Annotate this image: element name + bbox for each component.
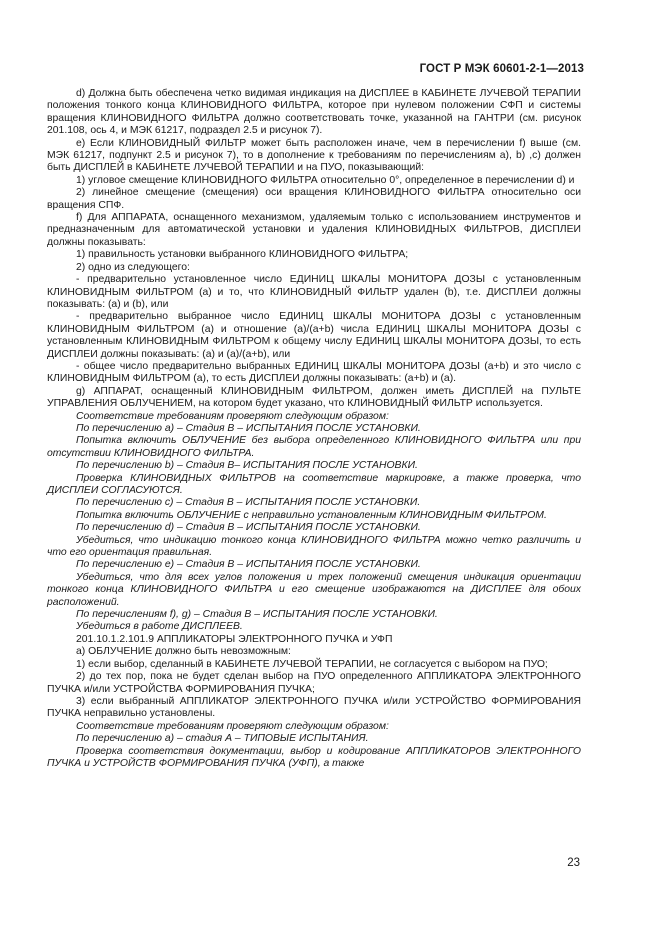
- document-header: ГОСТ Р МЭК 60601-2-1—2013: [419, 63, 584, 75]
- italic-paragraph: По перечислению а) – стадия А – ТИПОВЫЕ ИСПЫТАНИЯ.: [76, 733, 369, 745]
- italic-paragraph: По перечислению b) – Стадия В– ИСПЫТАНИЯ ПОСЛЕ УСТАНОВКИ.: [76, 460, 418, 472]
- italic-paragraph: Убедиться, что индикацию тонкого конца КЛИНОВИДНОГО ФИЛЬТРА можно четко различить и что его ориентация правильная.: [47, 534, 581, 559]
- paragraph: 1) если выбор, сделанный в КАБИНЕТЕ ЛУЧЕВОЙ ТЕРАПИИ, не согласуется с выбором на ПУО;: [76, 658, 548, 670]
- italic-paragraph: По перечислениям f), g) – Стадия В – ИСПЫТАНИЯ ПОСЛЕ УСТАНОВКИ.: [76, 609, 438, 621]
- paragraph: 1) правильность установки выбранного КЛИНОВИДНОГО ФИЛЬТРА;: [76, 249, 409, 261]
- italic-paragraph: По перечислению е) – Стадия В – ИСПЫТАНИЯ ПОСЛЕ УСТАНОВКИ.: [76, 559, 421, 571]
- italic-paragraph: Попытка включить ОБЛУЧЕНИЕ без выбора определенного КЛИНОВИДНОГО ФИЛЬТРА или при отсутствии КЛИНОВИДНОГО ФИЛЬТРА.: [47, 435, 581, 459]
- italic-paragraph: Убедиться в работе ДИСПЛЕЕВ.: [76, 621, 243, 633]
- italic-paragraph: По перечислению с) – Стадия В – ИСПЫТАНИЯ ПОСЛЕ УСТАНОВКИ.: [76, 497, 421, 509]
- paragraph: 1) угловое смещение КЛИНОВИДНОГО ФИЛЬТРА относительно 0°, определенное в перечислении d) и: [76, 174, 575, 186]
- paragraph: 3) если выбранный АППЛИКАТОР ЭЛЕКТРОННОГО ПУЧКА и/или УСТРОЙСТВО ФОРМИРОВАНИЯ ПУЧКА неправильно установлены.: [47, 695, 581, 720]
- italic-paragraph: Соответствие требованиям проверяют следующим образом:: [76, 410, 389, 422]
- paragraph: f) Для АППАРАТА, оснащенного механизмом, удаляемым только с использованием инструментов и предназначенным для автоматической установки и удаления КЛИНОВИДНЫХ ФИЛЬТРОВ, ДИСПЛЕИ должны показывать:: [47, 212, 581, 248]
- italic-paragraph: Попытка включить ОБЛУЧЕНИЕ с неправильно установленным КЛИНОВИДНЫМ ФИЛЬТРОМ.: [76, 509, 547, 521]
- italic-paragraph: Проверка соответствия документации, выбор и кодирование АППЛИКАТОРОВ ЭЛЕКТРОННОГО ПУЧКА и УСТРОЙСТВ ФОРМИРОВАНИЯ ПУЧКА (УФП), а также: [47, 745, 581, 769]
- italic-paragraph: По перечислению d) – Стадия В – ИСПЫТАНИЯ ПОСЛЕ УСТАНОВКИ.: [76, 522, 421, 534]
- paragraph: - общее число предварительно выбранных ЕДИНИЦ ШКАЛЫ МОНИТОРА ДОЗЫ (а+b) и это число с КЛИНОВИДНЫМ ФИЛЬТРОМ (а), то есть ДИСПЛЕИ должны показывать: (а+b) и (а).: [47, 360, 581, 385]
- paragraph: g) АППАРАТ, оснащенный КЛИНОВИДНЫМ ФИЛЬТРОМ, должен иметь ДИСПЛЕЙ на ПУЛЬТЕ УПРАВЛЕНИЯ ОБЛУЧЕНИЕМ, на котором будет указано, что КЛИНОВИДНЫЙ ФИЛЬТР используется.: [47, 385, 581, 410]
- paragraph: - предварительно выбранное число ЕДИНИЦ ШКАЛЫ МОНИТОРА ДОЗЫ с установленным КЛИНОВИДНЫМ ФИЛЬТРОМ (а) и отношение (а)/(а+b) числа ЕДИНИЦ ШКАЛЫ МОНИТОРА ДОЗЫ с установленным КЛИНОВИДНЫМ ФИЛЬТРОМ к общему числу ЕДИНИЦ ШКАЛЫ МОНИТОРА ДОЗЫ, то есть ДИСПЛЕИ должны показывать: (а) и (а)/(а+b), или: [47, 311, 581, 360]
- paragraph: 201.10.1.2.101.9 АППЛИКАТОРЫ ЭЛЕКТРОННОГО ПУЧКА и УФП: [76, 633, 393, 645]
- paragraph: - предварительно установленное число ЕДИНИЦ ШКАЛЫ МОНИТОРА ДОЗЫ с установленным КЛИНОВИДНЫМ ФИЛЬТРОМ (а) и то, что КЛИНОВИДНЫЙ ФИЛЬТР удален (b), т.е. ДИСПЛЕИ должны показывать: (а) и (b), или: [47, 274, 581, 310]
- paragraph: 2) линейное смещение (смещения) оси вращения КЛИНОВИДНОГО ФИЛЬТРА относительно оси вращения СПФ.: [47, 187, 581, 211]
- paragraph: 2) до тех пор, пока не будет сделан выбор на ПУО определенного АППЛИКАТОРА ЭЛЕКТРОННОГО ПУЧКА и/или УСТРОЙСТВА ФОРМИРОВАНИЯ ПУЧКА;: [47, 671, 581, 695]
- paragraph: а) ОБЛУЧЕНИЕ должно быть невозможным:: [76, 646, 291, 658]
- paragraph: d) Должна быть обеспечена четко видимая индикация на ДИСПЛЕЕ в КАБИНЕТЕ ЛУЧЕВОЙ ТЕРАПИИ положения тонкого конца КЛИНОВИДНОГО ФИЛЬТРА, которое при нулевом положении СФП и системы вращения КЛИНОВИДНОГО ФИЛЬТРА должно соответствовать точке, указанной на ГАНТРИ (см. рисунок 201.108, ось 4, и МЭК 61217, подраздел 2.5 и рисунок 7).: [47, 88, 581, 137]
- paragraph: e) Если КЛИНОВИДНЫЙ ФИЛЬТР может быть расположен иначе, чем в перечислении f) выше (см. МЭК 61217, подпункт 2.5 и рисунок 7), то в дополнение к требованиям по перечислениям а), b) ,c) должен быть ДИСПЛЕЙ в КАБИНЕТЕ ЛУЧЕВОЙ ТЕРАПИИ и на ПУО, показывающий:: [47, 137, 581, 174]
- document-body: [47, 88, 581, 770]
- italic-paragraph: Соответствие требованиям проверяют следующим образом:: [76, 720, 389, 732]
- italic-paragraph: Убедиться, что для всех углов положения и трех положений смещения индикация ориентации тонкого конца КЛИНОВИДНОГО ФИЛЬТРА и его смещение изображаются на ДИСПЛЕЕ для обоих расположений.: [47, 571, 581, 608]
- paragraph: 2) одно из следующего:: [76, 261, 190, 273]
- page-number: 23: [567, 857, 580, 869]
- italic-paragraph: По перечислению а) – Стадия В – ИСПЫТАНИЯ ПОСЛЕ УСТАНОВКИ.: [76, 422, 421, 434]
- italic-paragraph: Проверка КЛИНОВИДНЫХ ФИЛЬТРОВ на соответствие маркировке, а также проверка, что ДИСПЛЕИ СОГЛАСУЮТСЯ.: [47, 472, 581, 496]
